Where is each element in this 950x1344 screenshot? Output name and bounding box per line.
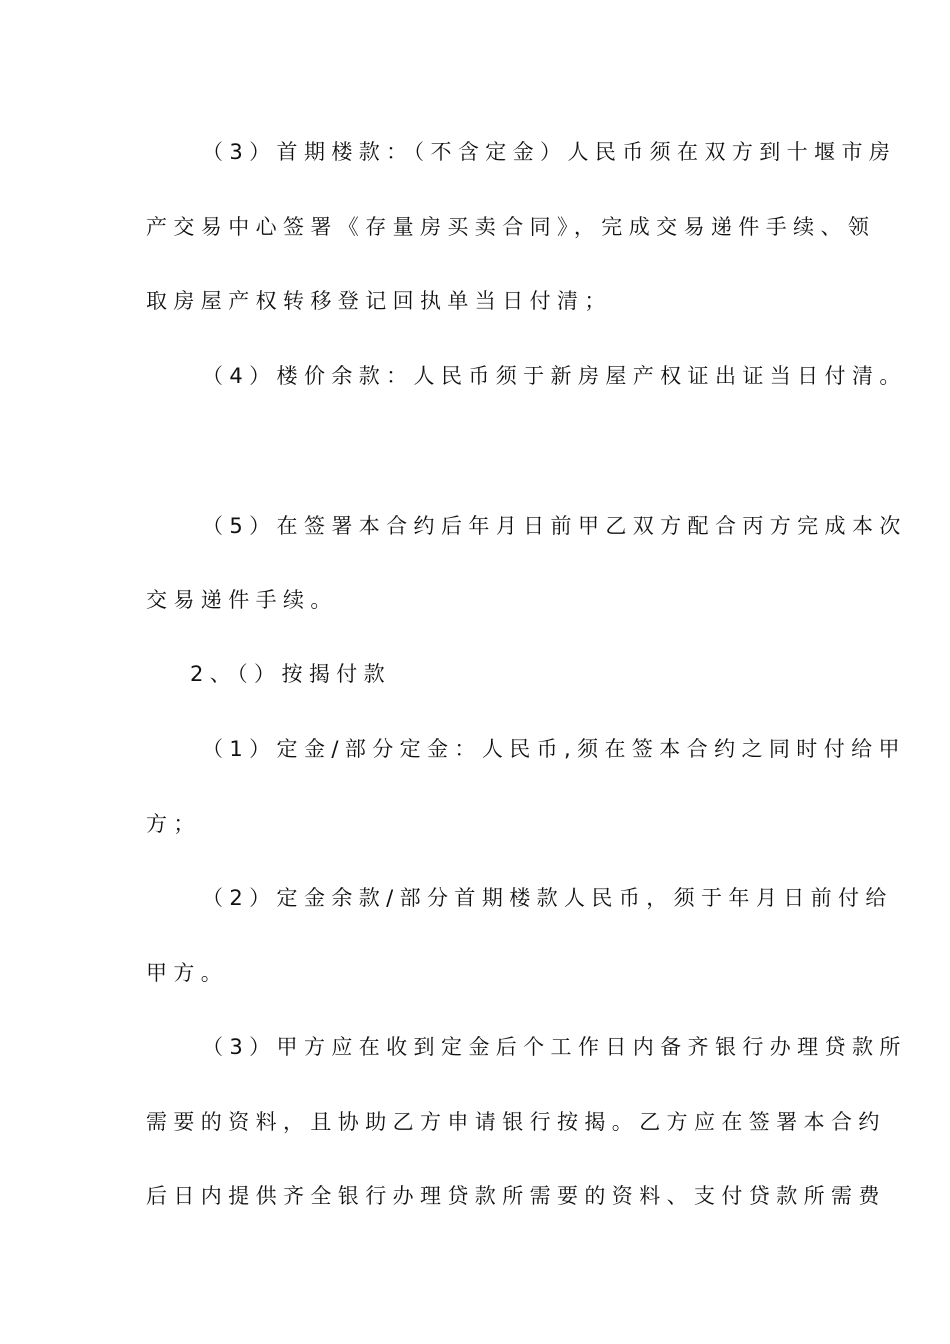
- paragraph-line: 甲方。: [146, 961, 229, 985]
- paragraph-line: （3）首期楼款：（不含定金）人民币须在双方到十堰市房: [202, 140, 897, 164]
- paragraph-line: 产交易中心签署《存量房买卖合同》，完成交易递件手续、领: [146, 215, 876, 239]
- paragraph-line: （5）在签署本合约后年月日前甲乙双方配合丙方完成本次: [202, 514, 907, 538]
- paragraph-line: 交易递件手续。: [146, 588, 338, 612]
- paragraph-line: （2）定金余款/部分首期楼款人民币，须于年月日前付给: [202, 886, 893, 910]
- paragraph-line: 后日内提供齐全银行办理贷款所需要的资料、支付贷款所需费: [146, 1184, 886, 1208]
- paragraph-line: 方；: [146, 812, 201, 836]
- paragraph-line: 需要的资料，且协助乙方申请银行按揭。乙方应在签署本合约: [146, 1110, 886, 1134]
- paragraph-line: （1）定金/部分定金：人民币,须在签本合约之同时付给甲: [202, 737, 906, 761]
- paragraph-line: （3）甲方应在收到定金后个工作日内备齐银行办理贷款所: [202, 1035, 907, 1059]
- paragraph-line: （4）楼价余款：人民币须于新房屋产权证出证当日付清。: [202, 364, 907, 388]
- section-heading: 2、（）按揭付款: [190, 662, 392, 686]
- paragraph-line: 取房屋产权转移登记回执单当日付清；: [146, 289, 612, 313]
